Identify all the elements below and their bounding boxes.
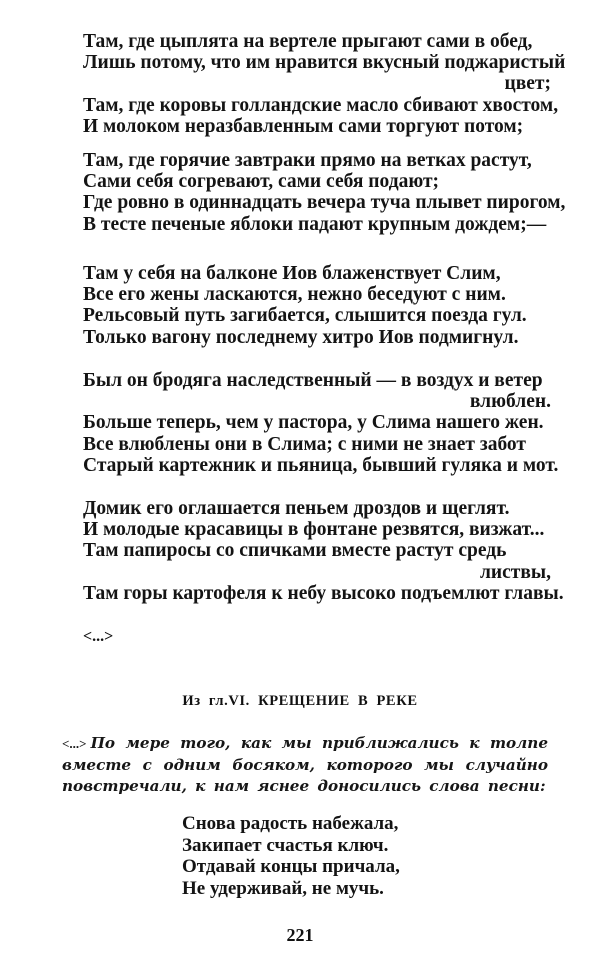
poem-line: Где ровно в одиннадцать вечера туча плывет пирогом, [83,192,566,214]
poem-line: Там у себя на балконе Иов блаженствует Слим, [83,263,501,284]
poem-line: Все влюблены они в Слима; с ними не знает забот [83,433,527,455]
poem-stanza-2 [83,150,566,235]
poem-line: Старый картежник и пьяница, бывший гуляка и мот. [83,454,559,476]
prose-line: <...> По мере того, как мы приближались к толпе [62,734,548,752]
song-line: Отдавай концы причала, [182,856,400,877]
poem-line: Домик его оглашается пеньем дроздов и щеглят. [83,498,510,519]
prose-paragraph [62,733,548,798]
section-heading: Из гл.VI. КРЕЩЕНИЕ В РЕКЕ [182,693,418,709]
prose-line: повстречали, к нам яснее доносились слова песни: [62,777,546,795]
poem-line: И молоком неразбавленным сами торгуют потом; [83,115,524,137]
poem-line: Там папиросы со спичками вместе растут средь [83,540,507,562]
song-line: Закипает счастья ключ. [182,834,389,856]
poem-line: И молодые красавицы в фонтане резвятся, визжат... [83,519,545,541]
poem-line: Там горы картофеля к небу высоко подъемлют главы. [83,582,564,604]
poem-line: Только вагону последнему хитро Иов подмигнул. [83,326,519,348]
poem-line: Там, где цыплята на вертеле прыгают сами в обед, [83,31,533,52]
poem-line: В тесте печеные яблоки падают крупным дождем;— [83,213,547,235]
poem-line: Все его жены ласкаются, нежно беседуют с ним. [83,284,506,306]
poem-line-continuation: цвет; [504,73,551,95]
song-line: Не удерживай, не мучь. [182,877,384,899]
omission-mark: <...> [62,736,87,751]
poem-line: Рельсовый путь загибается, слышится поезда гул. [83,305,527,327]
poem-line: Там, где коровы голландские масло сбивают хвостом, [83,94,559,116]
poem-stanza-3 [83,263,551,348]
page-number: 221 [286,925,314,945]
poem-line: Там, где горячие завтраки прямо на ветках растут, [83,150,532,171]
poem-line: Больше теперь, чем у пастора, у Слима нашего жен. [83,412,544,434]
song-line: Снова радость набежала, [182,813,399,834]
poem-line-continuation: влюблен. [469,391,551,413]
poem-line: Был он бродяга наследственный — в воздух и ветер [83,370,543,391]
song-verse [182,813,400,899]
poem-line: Лишь потому, что им нравится вкусный поджаристый [83,52,566,74]
prose-line: вместе с одним босяком, которого мы случайно [62,755,548,774]
omission-mark: <...> [83,628,114,645]
poem-line: Сами себя согревают, сами себя подают; [83,171,440,193]
poem-stanza-1 [83,31,566,137]
poem-stanza-4 [83,370,559,476]
poem-stanza-5 [83,498,564,604]
poem-line-continuation: листвы, [479,561,551,583]
